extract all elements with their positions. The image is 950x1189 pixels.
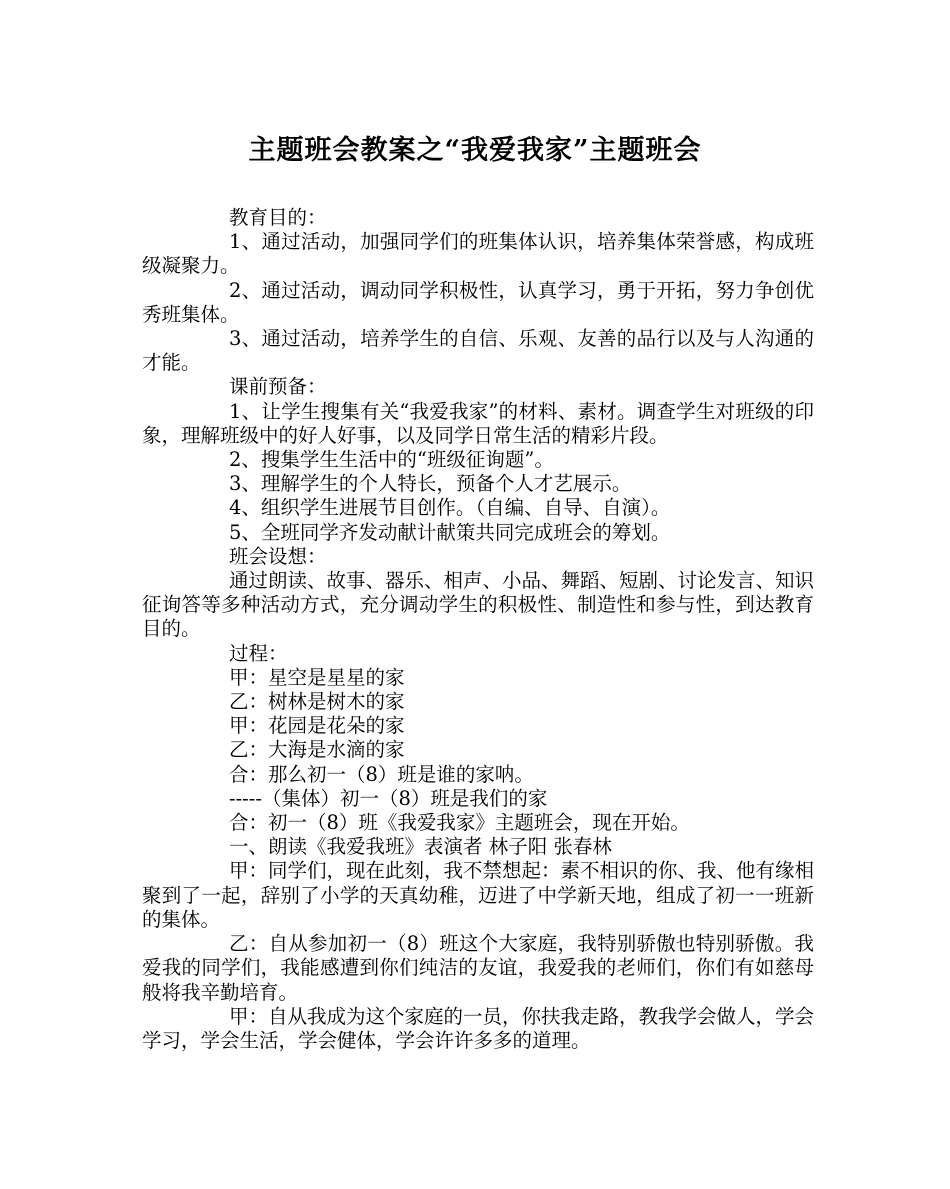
paragraph: 通过朗读、故事、器乐、相声、小品、舞蹈、短剧、讨论发言、知识征询答等多种活动方式，充分调动学生的积极性、制造性和参与性，到达教育目的。 [142, 569, 815, 641]
paragraph: -----（集体）初一（8）班是我们的家 [229, 786, 548, 810]
paragraph: 甲：花园是花朵的家 [229, 714, 405, 738]
paragraph: 课前预备： [229, 375, 327, 399]
paragraph: 1、通过活动，加强同学们的班集体认识，培养集体荣誉感，构成班级凝聚力。 [142, 230, 814, 278]
paragraph: 甲：星空是星星的家 [229, 665, 405, 689]
paragraph: 3、理解学生的个人特长，预备个人才艺展示。 [229, 472, 632, 496]
paragraph: 合：那么初一（8）班是谁的家呐。 [229, 762, 534, 786]
paragraph: 甲：自从我成为这个家庭的一员，你扶我走路，教我学会做人，学会学习，学会生活，学会健体，学会许许多多的道理。 [142, 1004, 815, 1052]
paragraph: 甲：同学们，现在此刻，我不禁想起：素不相识的你、我、他有缘相聚到了一起，辞别了小学的天真幼稚，迈进了中学新天地，组成了初一一班新的集体。 [142, 859, 815, 931]
paragraph: 班会设想： [229, 544, 327, 568]
paragraph: 合：初一（8）班《我爱我家》主题班会，现在开始。 [229, 811, 690, 835]
paragraph: 4、组织学生进展节目创作。（自编、自导、自演）。 [229, 496, 671, 520]
paragraph: 过程： [229, 641, 288, 665]
paragraph: 乙：大海是水滴的家 [229, 738, 405, 762]
paragraph: 乙：自从参加初一（8）班这个大家庭，我特别骄傲也特别骄傲。我爱我的同学们，我能感遭到你们纯洁的友谊，我爱我的老师们，你们有如慈母般将我辛勤培育。 [142, 932, 814, 1004]
document-title: 主题班会教案之“我爱我家”主题班会 [248, 135, 702, 166]
paragraph: 乙：树林是树木的家 [229, 690, 405, 714]
document-body [142, 206, 814, 1053]
paragraph: 2、通过活动，调动同学积极性，认真学习，勇于开拓，努力争创优秀班集体。 [142, 278, 814, 326]
paragraph: 1、让学生搜集有关“我爱我家”的材料、素材。调查学生对班级的印象，理解班级中的好人好事，以及同学日常生活的精彩片段。 [142, 399, 814, 447]
paragraph: 一、朗读《我爱我班》表演者 林子阳 张春林 [229, 835, 612, 859]
paragraph: 2、搜集学生生活中的“班级征询题”。 [229, 448, 554, 472]
paragraph: 5、全班同学齐发动献计献策共同完成班会的筹划。 [229, 520, 671, 544]
paragraph: 教育目的： [229, 206, 327, 229]
paragraph: 3、通过活动，培养学生的自信、乐观、友善的品行以及与人沟通的才能。 [142, 327, 814, 375]
